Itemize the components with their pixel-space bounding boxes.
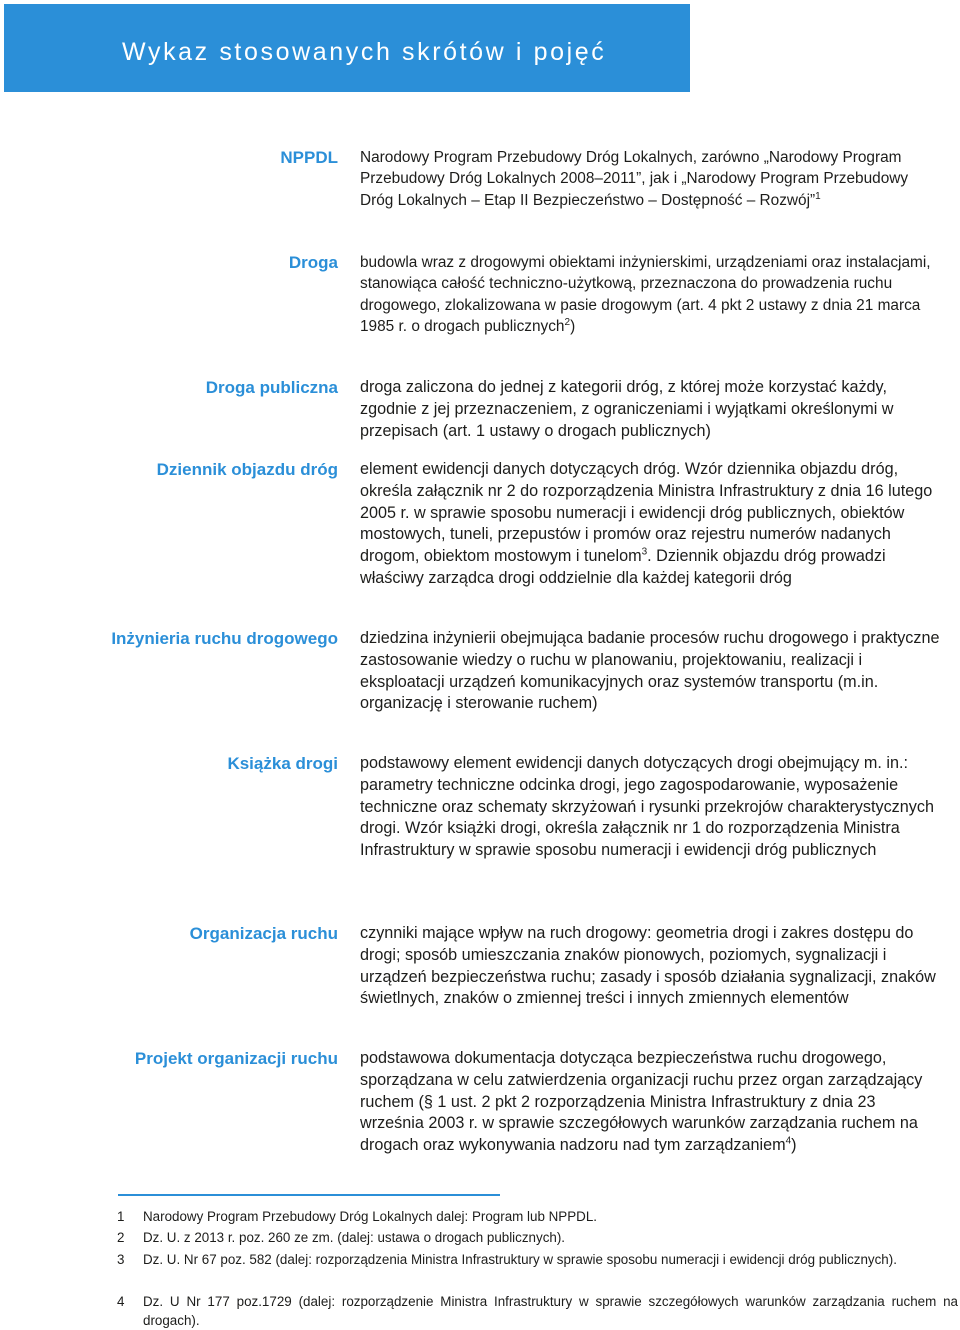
footnote-text: Dz. U Nr 177 poz.1729 (dalej: rozporządzenie Ministra Infrastruktury w sprawie szczegółowych warunków zarządzania ruchem na drogach).	[143, 1294, 958, 1328]
footnote-divider	[118, 1194, 500, 1196]
footnote-ref: 3	[641, 546, 648, 558]
definition-text: droga zaliczona do jednej z kategorii dróg, z której może korzystać każdy, zgodnie z jej przeznaczeniem, z ograniczeniami i wyjątkami określonymi w przepisach (art. 1 ustawy o drogach publicznych)	[360, 378, 894, 440]
entry-definition	[360, 252, 940, 337]
definition-tail: . Dziennik objazdu dróg prowadzi właściwy zarządca drogi oddzielnie dla każdej kategorii dróg	[360, 547, 886, 587]
entry-definition	[360, 377, 940, 442]
entry-term: Droga publiczna	[205, 378, 338, 397]
footnote-number: 2	[117, 1230, 125, 1245]
footnote-number: 4	[117, 1294, 125, 1309]
definition-text: podstawowa dokumentacja dotycząca bezpieczeństwa ruchu drogowego, sporządzana w celu zatwierdzenia organizacji ruchu przez organ zarządzający ruchem (§ 1 ust. 2 pkt 2 rozporządzenia Ministra Infrastruktury z dnia 23 września 2003 r. w sprawie szczegółowych warunków zarządzania ruchem na drogach oraz wykonywania nadzoru nad tym zarządzaniem	[360, 1049, 923, 1155]
entry-definition	[360, 923, 940, 1010]
definition-text: element ewidencji danych dotyczących dróg. Wzór dziennika objazdu dróg, określa załącznik nr 2 do rozporządzenia Ministra Infrastruktury z dnia 16 lutego 2005 r. w sprawie sposobu numeracji i ewidencji dróg publicznych, obiektów mostowych, tuneli, przepustów i promów oraz rejestru numerów nadanych drogom, obiektom mostowym i tunelom	[360, 460, 933, 566]
entry-term: NPPDL	[280, 148, 338, 167]
footnote-ref: 4	[785, 1135, 792, 1147]
definition-tail: )	[570, 317, 576, 335]
entry-definition	[360, 753, 940, 862]
definition-tail: )	[791, 1136, 797, 1155]
entry-term: Organizacja ruchu	[189, 924, 338, 943]
entry-term: Projekt organizacji ruchu	[134, 1049, 338, 1068]
entry-term: Dziennik objazdu dróg	[156, 460, 338, 479]
definition-text: dziedzina inżynierii obejmująca badanie procesów ruchu drogowego i praktyczne zastosowanie wiedzy o ruchu w planowaniu, projektowaniu, realizacji i eksploatacji urządzeń komunikacyjnych oraz systemów transportu (m.in. organizację i sterowanie ruchem)	[360, 629, 940, 713]
footnote-text: Narodowy Program Przebudowy Dróg Lokalnych dalej: Program lub NPPDL.	[143, 1209, 598, 1224]
footnote-number: 3	[117, 1252, 125, 1267]
footnote-ref: 1	[815, 190, 821, 202]
entry-term: Droga	[288, 253, 338, 272]
entry-definition	[360, 147, 940, 211]
footnote-text: Dz. U. Nr 67 poz. 582 (dalej: rozporządzenia Ministra Infrastruktury w sprawie sposobu numeracji i ewidencji dróg publicznych).	[143, 1252, 897, 1267]
header-banner	[4, 4, 690, 92]
page-title: Wykaz stosowanych skrótów i pojęć	[122, 38, 607, 66]
definition-text: czynniki mające wpływ na ruch drogowy: geometria drogi i zakres dostępu do drogi; sposób umieszczania znaków pionowych, poziomych, sygnalizacji i urządzeń bezpieczeństwa ruchu; zasady i sposób działania sygnalizacji, znaków świetlnych, znaków o zmiennej treści i innych zmiennych elementów	[360, 924, 936, 1008]
definition-text: budowla wraz z drogowymi obiektami inżynierskimi, urządzeniami oraz instalacjami, stanowiąca całość techniczno-użytkową, przeznaczona do prowadzenia ruchu drogowego, zlokalizowana w pasie drogowym (art. 4 pkt 2 ustawy z dnia 21 marca 1985 r. o drogach publicznych	[360, 254, 931, 335]
footnote-ref: 2	[564, 316, 571, 328]
entry-definition	[360, 628, 940, 715]
entry-definition	[360, 1048, 940, 1157]
entry-term: Książka drogi	[227, 754, 338, 773]
definition-text: Narodowy Program Przebudowy Dróg Lokalnych, zarówno „Narodowy Program Przebudowy Dróg Lokalnych 2008–2011”, jak i „Narodowy Program Przebudowy Dróg Lokalnych – Etap II Bezpieczeństwo – Dostępność – Rozwój”	[360, 149, 909, 209]
definition-text: podstawowy element ewidencji danych dotyczących drogi obejmujący m. in.: parametry techniczne odcinka drogi, jego zagospodarowanie, wyposażenie techniczne oraz schematy skrzyżowań i rysunki przekrojów charakterystycznych drogi. Wzór książki drogi, określa załącznik nr 1 do rozporządzenia Ministra Infrastruktury w sprawie sposobu numeracji i ewidencji dróg publicznych	[360, 754, 934, 860]
footnote-text: Dz. U. z 2013 r. poz. 260 ze zm. (dalej: ustawa o drogach publicznych).	[143, 1230, 566, 1245]
entry-term: Inżynieria ruchu drogowego	[111, 629, 338, 648]
entry-definition	[360, 459, 940, 590]
footnote-number: 1	[117, 1209, 125, 1224]
